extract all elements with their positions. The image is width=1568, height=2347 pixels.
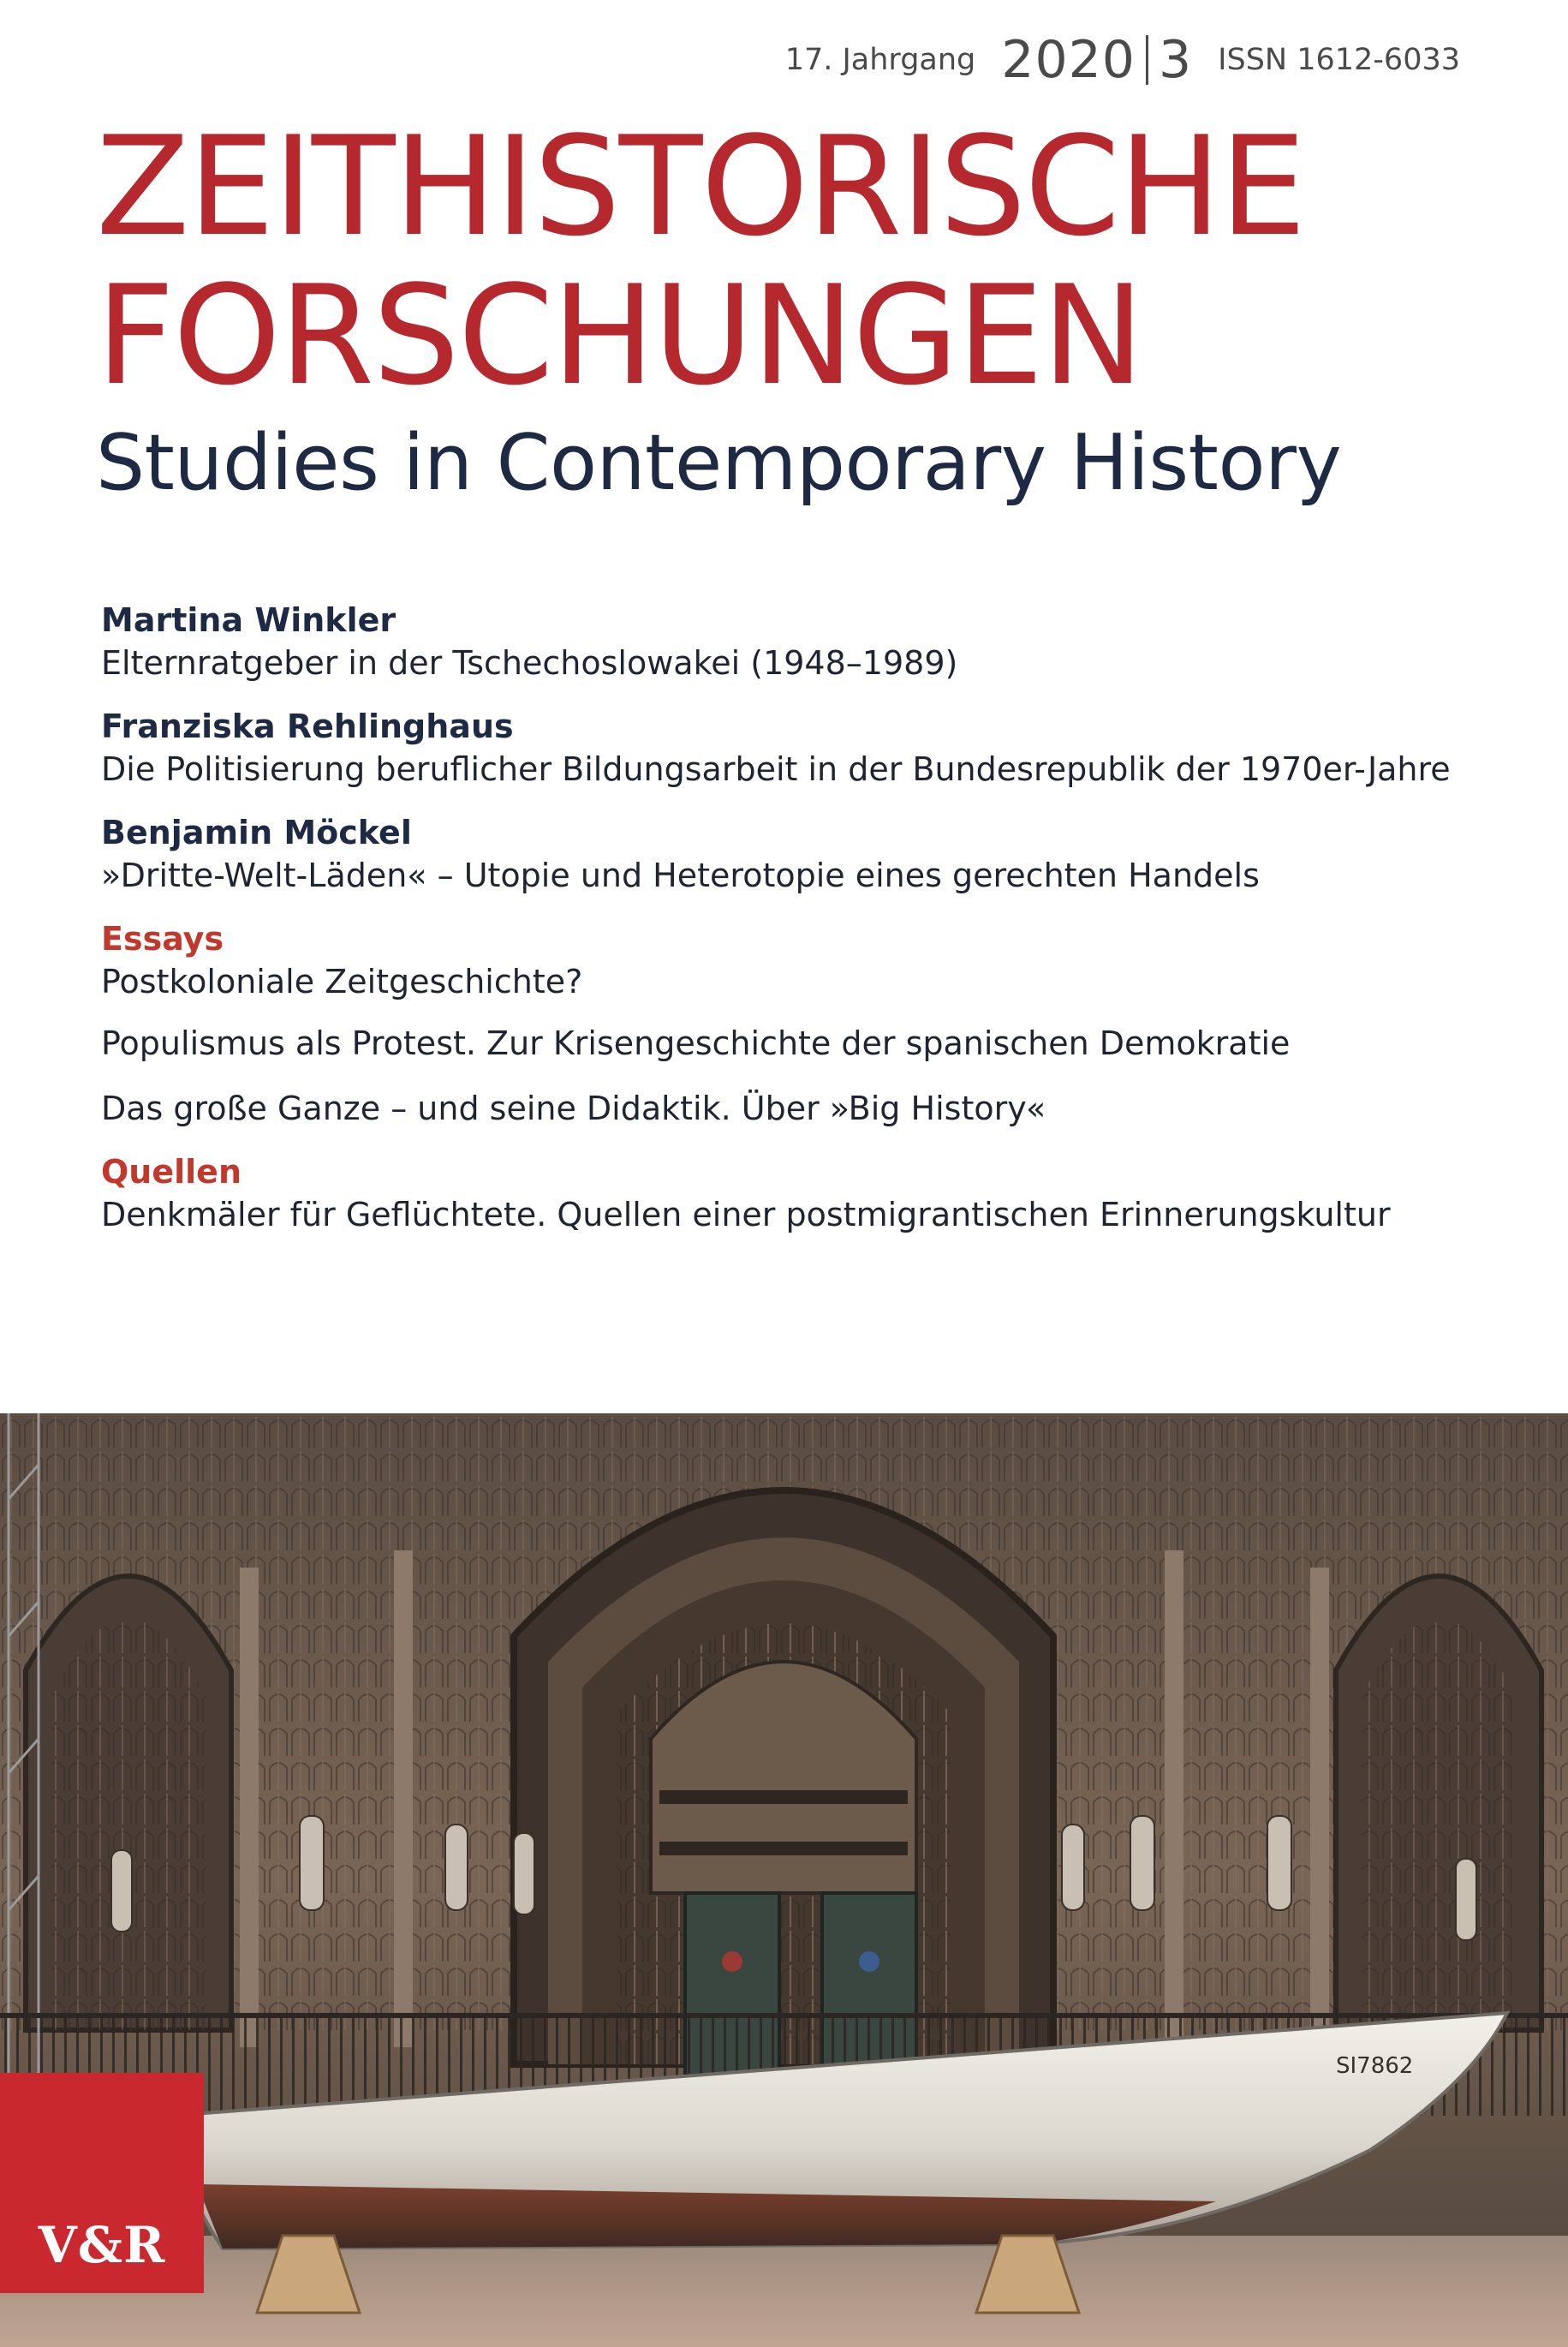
issue-number: 3 [1158,30,1193,90]
essays-heading: Essays [101,920,224,958]
article-title: »Dritte-Welt-Läden« – Utopie und Heterotopie eines gerechten Handels [101,857,1260,894]
article-author: Martina Winkler [101,601,396,639]
essay-title: Postkoloniale Zeitgeschichte? [101,963,583,1000]
journal-title-line2: FORSCHUNGEN [96,255,1143,415]
cover-photo [0,1413,1568,2347]
issn-label: ISSN 1612-6033 [1218,43,1460,77]
article-author: Benjamin Möckel [101,814,412,851]
boat-registration: SI7862 [1336,2053,1414,2079]
essay-title: Populismus als Protest. Zur Krisengeschichte der spanischen Demokratie [101,1024,1291,1062]
publisher-logo: V&R [0,2073,204,2293]
essay-title: Das große Ganze – und seine Didaktik. Über »Big History« [101,1090,1046,1127]
sources-heading: Quellen [101,1153,242,1191]
journal-title-line1: ZEITHISTORISCHE [96,106,1305,266]
source-title: Denkmäler für Geflüchtete. Quellen einer postmigrantischen Erinnerungskultur [101,1196,1391,1233]
article-title: Die Politisierung beruflicher Bildungsarbeit in der Bundesrepublik der 1970er-Jahre [101,750,1451,788]
article-title: Elternratgeber in der Tschechoslowakei (1948–1989) [101,644,958,682]
article-author: Franziska Rehlinghaus [101,708,514,745]
issue-year: 2020 [1001,30,1136,90]
cathedral-illustration [0,1413,1568,2347]
journal-subtitle: Studies in Contemporary History [96,418,1342,508]
volume-label: 17. Jahrgang [784,43,976,77]
issue-separator [1146,35,1148,85]
issue-meta [785,26,1460,94]
